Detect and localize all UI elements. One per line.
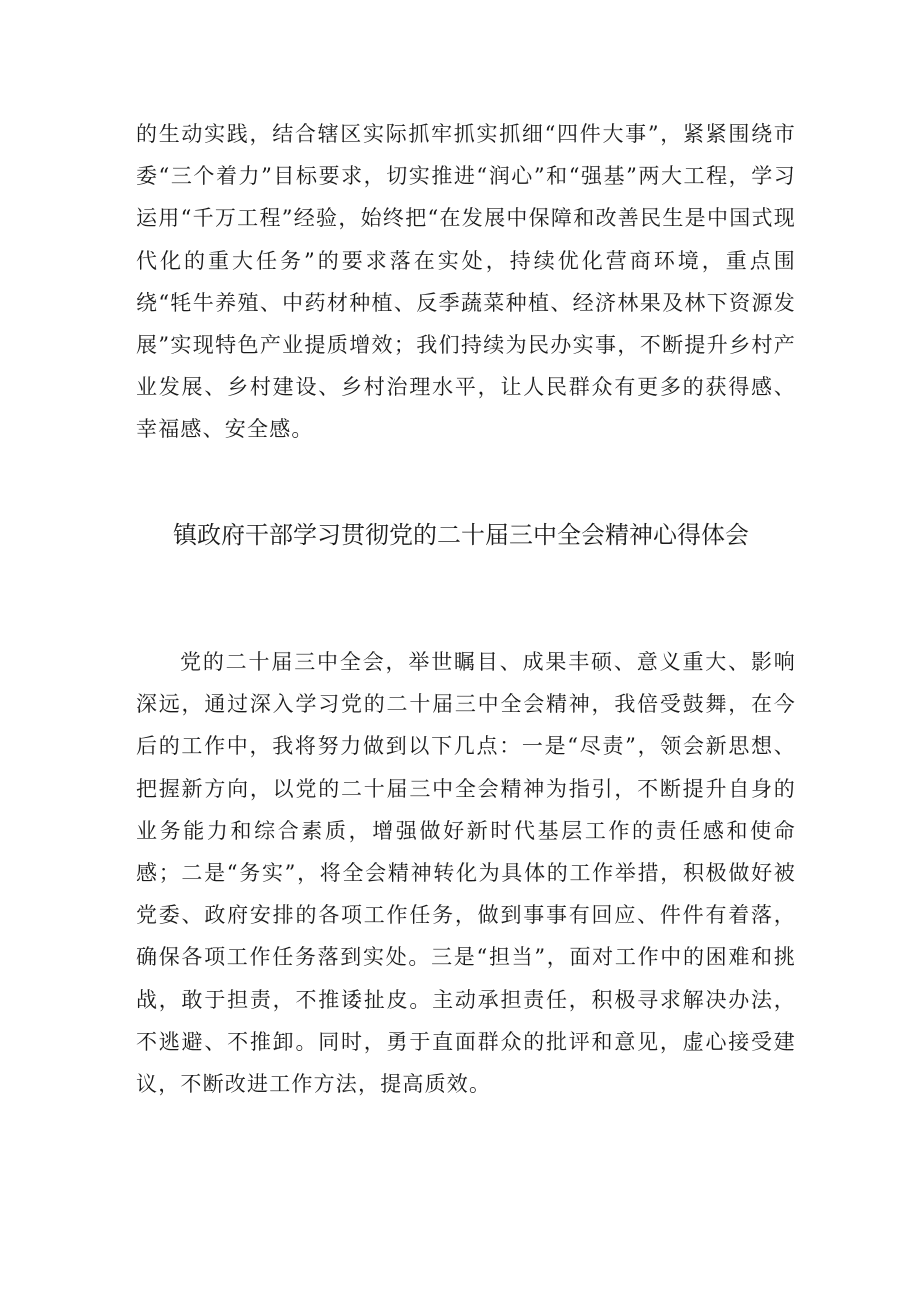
body-paragraph-continued: 的生动实践，结合辖区实际抓牢抓实抓细“四件大事”，紧紧围绕市委“三个着力”目标要求，切实推进“润心”和“强基”两大工程，学习运用“千万工程”经验，始终把“在发展中保障和改善民生是中国式现代化的重大任务”的要求落在实处，持续优化营商环境，重点围绕“牦牛养殖、中药材种植、反季蔬菜种植、经济林果及林下资源发展”实现特色产业提质增效；我们持续为民办实事，不断提升乡村产业发展、乡村建设、乡村治理水平，让人民群众有更多的获得感、幸福感、安全感。 bbox=[136, 122, 796, 442]
body-paragraph: 党的二十届三中全会，举世瞩目、成果丰硕、意义重大、影响深远，通过深入学习党的二十届三中全会精神，我倍受鼓舞，在今后的工作中，我将努力做到以下几点：一是“尽责”，领会新思想、把握新方向，以党的二十届三中全会精神为指引，不断提升自身的业务能力和综合素质，增强做好新时代基层工作的责任感和使命感；二是“务实”，将全会精神转化为具体的工作举措，积极做好被党委、政府安排的各项工作任务，做到事事有回应、件件有着落，确保各项工作任务落到实处。三是“担当”，面对工作中的困难和挑战，敢于担责，不推诿扯皮。主动承担责任，积极寻求解决办法，不逃避、不推卸。同时，勇于直面群众的批评和意见，虚心接受建议，不断改进工作方法，提高质效。 bbox=[136, 650, 796, 1097]
section-heading: 镇政府干部学习贯彻党的二十届三中全会精神心得体会 bbox=[173, 521, 749, 549]
